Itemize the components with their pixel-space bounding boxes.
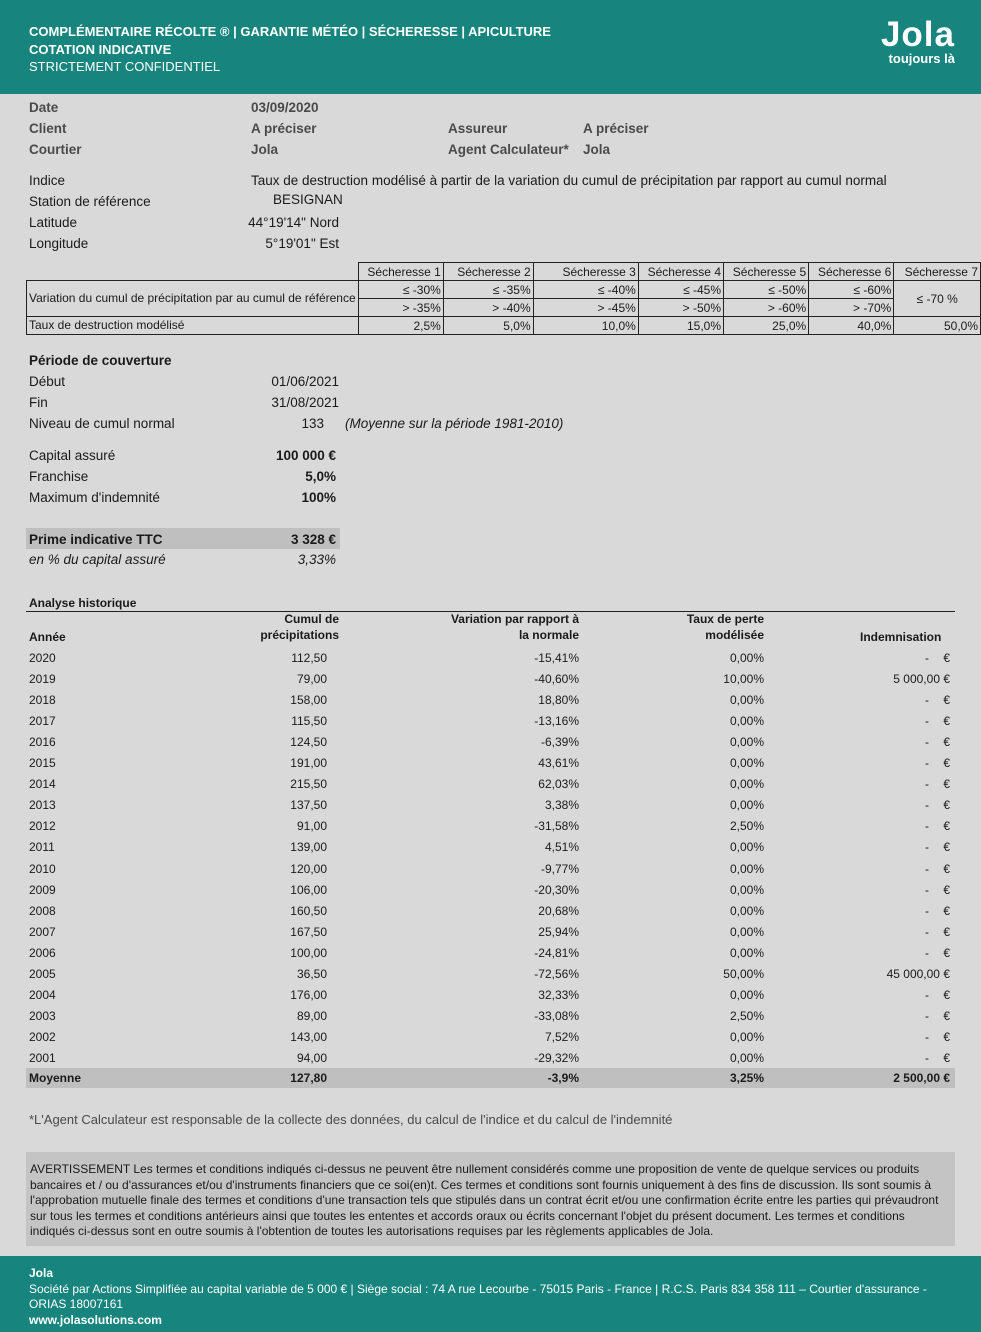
row-annee: 2002 (29, 1029, 56, 1044)
col-indemnisation: Indemnisation (860, 630, 942, 644)
latitude-label: Latitude (29, 215, 78, 230)
document-header (0, 0, 981, 94)
table-row (26, 879, 955, 900)
taux-value: 15,0% (638, 317, 723, 335)
sech-header: Sécheresse 1 (358, 263, 443, 281)
row-currency: € (943, 840, 950, 855)
variation-last: ≤ -70 % (894, 281, 981, 317)
row-annee: 2007 (29, 924, 56, 939)
row-indemnisation: - (925, 861, 929, 876)
moyenne-taux: 3,25% (729, 1071, 764, 1085)
row-currency: € (943, 861, 950, 876)
row-annee: 2001 (29, 1050, 56, 1065)
row-variation: -24,81% (534, 945, 579, 960)
row-variation: 25,94% (538, 924, 579, 939)
header-subtitle: COTATION INDICATIVE (29, 42, 172, 57)
row-cumul: 112,50 (291, 651, 327, 665)
row-cumul: 91,00 (296, 819, 327, 834)
longitude-label: Longitude (29, 236, 89, 251)
row-taux: 10,00% (723, 672, 764, 687)
row-variation: 43,61% (538, 756, 579, 771)
table-row (26, 752, 955, 773)
row-annee: 2006 (29, 945, 56, 960)
table-row (26, 963, 955, 984)
row-indemnisation: - (925, 819, 929, 834)
niveau-note: (Moyenne sur la période 1981-2010) (345, 416, 564, 431)
variation-lower: > -40% (443, 299, 533, 317)
client-value: A préciser (251, 121, 317, 136)
assureur-value: A préciser (583, 121, 649, 136)
col-variation-2: la normale (518, 628, 579, 642)
sech-header: Sécheresse 2 (443, 263, 533, 281)
station-label: Station de référence (29, 194, 151, 209)
variation-upper: ≤ -45% (638, 281, 723, 299)
table-row (26, 1005, 955, 1026)
max-indemnite-label: Maximum d'indemnité (29, 490, 160, 505)
table-row (26, 858, 955, 879)
col-cumul-1: Cumul de (284, 612, 339, 626)
row-variation: -6,39% (540, 735, 579, 750)
row-taux: 2,50% (729, 1008, 764, 1023)
table-row (26, 1047, 955, 1068)
table-row (26, 794, 955, 815)
row-indemnisation: - (925, 1029, 929, 1044)
agent-note: *L'Agent Calculateur est responsable de la collecte des données, du calcul de l'indice et du calcul de l'indemnité (29, 1112, 673, 1127)
row-indemnisation: - (925, 945, 929, 960)
row-annee: 2010 (29, 861, 56, 876)
sech-header: Sécheresse 7 (894, 263, 981, 281)
row-taux: 0,00% (729, 756, 764, 771)
row-annee: 2011 (29, 840, 55, 855)
row-cumul: 215,50 (290, 777, 327, 792)
warning-box (26, 1152, 955, 1246)
fin-value: 31/08/2021 (271, 395, 339, 410)
table-row (26, 731, 955, 752)
row-cumul: 120,00 (290, 861, 327, 876)
variation-lower: > -35% (358, 299, 443, 317)
logo-text: Jola (880, 15, 955, 54)
row-taux: 50,00% (723, 966, 764, 981)
variation-upper: ≤ -30% (358, 281, 443, 299)
row-cumul: 176,00 (290, 987, 327, 1002)
sech-header: Sécheresse 4 (638, 263, 723, 281)
row-cumul: 167,50 (290, 924, 327, 939)
row-annee: 2015 (29, 756, 56, 771)
row-currency: € (943, 903, 950, 918)
row-indemnisation: - (925, 651, 929, 665)
jola-logo (881, 17, 955, 66)
taux-row (27, 317, 981, 335)
row-currency: € (943, 882, 950, 897)
row-taux: 0,00% (729, 903, 764, 918)
table-row (26, 689, 955, 710)
row-variation: 7,52% (544, 1029, 579, 1044)
franchise-value: 5,0% (305, 469, 336, 484)
table-row (26, 773, 955, 794)
capital-value: 100 000 € (275, 448, 336, 463)
row-currency: € (943, 756, 950, 771)
empty-cell (27, 263, 359, 281)
variation-upper: ≤ -35% (443, 281, 533, 299)
variation-lower: > -50% (638, 299, 723, 317)
col-taux-1: Taux de perte (686, 612, 764, 626)
pct-capital-value: 3,33% (297, 552, 336, 567)
row-cumul: 137,50 (290, 798, 327, 813)
row-currency: € (943, 777, 950, 792)
row-cumul: 158,00 (290, 693, 327, 708)
variation-upper: ≤ -40% (533, 281, 638, 299)
row-cumul: 191,00 (290, 756, 327, 771)
row-variation: -40,60% (534, 672, 579, 687)
row-variation: 62,03% (538, 777, 579, 792)
niveau-value: 133 (301, 416, 324, 431)
row-indemnisation: - (925, 987, 929, 1002)
moyenne-label: Moyenne (29, 1071, 82, 1085)
moyenne-indemnisation: 2 500,00 € (893, 1071, 950, 1085)
row-variation: -15,41% (534, 651, 579, 665)
historique-title: Analyse historique (29, 596, 137, 610)
row-indemnisation: - (925, 777, 929, 792)
indice-value: Taux de destruction modélisé à partir de la variation du cumul de précipitation par rapport au cumul normal (251, 173, 887, 188)
row-indemnisation: - (925, 714, 929, 729)
table-row (26, 984, 955, 1005)
taux-value: 25,0% (724, 317, 809, 335)
row-variation: 18,80% (538, 693, 579, 708)
variation-lower: > -60% (724, 299, 809, 317)
row-taux: 0,00% (729, 987, 764, 1002)
row-variation: 20,68% (538, 903, 579, 918)
variation-upper: ≤ -60% (809, 281, 894, 299)
row-variation: -72,56% (534, 966, 579, 981)
row-cumul: 106,00 (290, 882, 327, 897)
row-currency: € (943, 987, 950, 1002)
assureur-label: Assureur (448, 121, 508, 136)
row-variation: -31,58% (534, 819, 579, 834)
row-variation: 4,51% (544, 840, 579, 855)
capital-label: Capital assuré (29, 448, 116, 463)
row-annee: 2016 (29, 735, 56, 750)
pct-capital-label: en % du capital assuré (29, 552, 166, 567)
row-annee: 2017 (29, 714, 56, 729)
row-currency: € (943, 693, 950, 708)
fin-label: Fin (29, 395, 48, 410)
footer-website[interactable]: www.jolasolutions.com (29, 1312, 162, 1327)
debut-value: 01/06/2021 (271, 374, 339, 389)
station-value: BESIGNAN (273, 192, 343, 207)
warning-text: AVERTISSEMENT Les termes et conditions indiqués ci-dessus ne peuvent être nullement considérés comme une proposition de vente de quelque services ou produits bancaires et / ou d'assurances et/ou d'instruments financiers que ce soi(en)t. Ces termes et conditions sont fournis uniquement à des fins de discussion. Ils sont soumis à l'approbation mutuelle finale des termes et conditions d'une transaction tels que stipulés dans un contrat écrit et/ou une confirmation écrite entre les parties qui prévaudront sur tous les termes et conditions antérieurs ainsi que toutes les ententes et accords oraux ou écrits concernant l'objet du présent document. Les termes et conditions indiqués ci-dessus sont en outre soumis à l'obtention de toutes les autorisations requises par les règlements applicables de Jola. (30, 1162, 939, 1238)
row-variation: 32,33% (538, 987, 579, 1002)
row-variation: -13,16% (534, 714, 579, 729)
table-row (26, 668, 955, 689)
table-row (26, 900, 955, 921)
row-indemnisation: - (925, 903, 929, 918)
indice-label: Indice (29, 173, 66, 188)
row-taux: 0,00% (729, 1029, 764, 1044)
row-taux: 0,00% (729, 735, 764, 750)
taux-label: Taux de destruction modélisé (27, 317, 359, 335)
row-indemnisation: - (925, 924, 929, 939)
row-indemnisation: 5 000,00 € (893, 672, 950, 687)
row-cumul: 115,50 (291, 714, 327, 729)
row-currency: € (943, 714, 950, 729)
row-annee: 2014 (29, 777, 56, 792)
row-taux: 2,50% (729, 819, 764, 834)
table-row (26, 1026, 955, 1047)
row-taux: 0,00% (729, 924, 764, 939)
debut-label: Début (29, 374, 66, 389)
row-cumul: 94,00 (296, 1050, 327, 1065)
row-indemnisation: - (925, 693, 929, 708)
row-taux: 0,00% (729, 882, 764, 897)
client-label: Client (29, 121, 67, 136)
row-cumul: 79,00 (296, 672, 327, 687)
variation-lower: > -70% (809, 299, 894, 317)
row-indemnisation: - (925, 882, 929, 897)
col-variation-1: Variation par rapport à (450, 612, 579, 626)
row-currency: € (943, 924, 950, 939)
row-indemnisation: - (925, 1008, 929, 1023)
taux-value: 5,0% (443, 317, 533, 335)
header-title: COMPLÉMENTAIRE RÉCOLTE ® | GARANTIE MÉTÉO | SÉCHERESSE | APICULTURE (29, 24, 551, 39)
col-taux-2: modélisée (705, 628, 764, 642)
row-taux: 0,00% (729, 714, 764, 729)
taux-value: 50,0% (894, 317, 981, 335)
row-currency: € (943, 798, 950, 813)
courtier-label: Courtier (29, 142, 82, 157)
sech-header: Sécheresse 5 (724, 263, 809, 281)
col-annee: Année (29, 630, 66, 644)
row-indemnisation: - (925, 756, 929, 771)
moyenne-variation: -3,9% (547, 1071, 579, 1085)
niveau-label: Niveau de cumul normal (29, 416, 175, 431)
row-variation: -33,08% (534, 1008, 579, 1023)
row-cumul: 124,50 (290, 735, 327, 750)
row-currency: € (943, 1008, 950, 1023)
row-currency: € (943, 819, 950, 834)
row-variation: -20,30% (534, 882, 579, 897)
row-indemnisation: 45 000,00 € (886, 966, 950, 981)
row-currency: € (943, 945, 950, 960)
taux-value: 40,0% (809, 317, 894, 335)
row-annee: 2003 (29, 1008, 56, 1023)
row-annee: 2008 (29, 903, 56, 918)
table-row (26, 647, 955, 668)
row-taux: 0,00% (729, 840, 764, 855)
row-variation: 3,38% (544, 798, 579, 813)
moyenne-row (26, 1068, 955, 1088)
row-annee: 2004 (29, 987, 56, 1002)
agent-value: Jola (583, 142, 611, 157)
row-cumul: 139,00 (290, 840, 327, 855)
table-row (26, 815, 955, 836)
row-cumul: 143,00 (290, 1029, 327, 1044)
logo-tagline: toujours là (888, 51, 955, 66)
row-indemnisation: - (925, 798, 929, 813)
row-indemnisation: - (925, 1050, 929, 1065)
row-taux: 0,00% (729, 1050, 764, 1065)
variation-row-upper (27, 281, 981, 299)
row-annee: 2012 (29, 819, 56, 834)
variation-lower: > -45% (533, 299, 638, 317)
date-label: Date (29, 100, 59, 115)
longitude-value: 5°19'01" Est (265, 236, 339, 251)
row-currency: € (943, 1029, 950, 1044)
taux-value: 10,0% (533, 317, 638, 335)
footer-legal: Société par Actions Simplifiée au capital variable de 5 000 € | Siège social : 74 A rue Lecourbe - 75015 Paris - France | R.C.S. Paris 834 358 111 – Courtier d'assurance - ORIAS 18007161 (29, 1281, 927, 1311)
row-annee: 2013 (29, 798, 56, 813)
prime-label: Prime indicative TTC (29, 532, 163, 547)
table-row (26, 942, 955, 963)
prime-value: 3 328 € (290, 532, 336, 547)
courtier-value: Jola (251, 142, 279, 157)
table-row (26, 710, 955, 731)
periode-title: Période de couverture (29, 353, 172, 368)
variation-upper: ≤ -50% (724, 281, 809, 299)
row-annee: 2018 (29, 693, 56, 708)
latitude-value: 44°19'14" Nord (248, 215, 339, 230)
date-value: 03/09/2020 (251, 100, 319, 115)
sech-header: Sécheresse 6 (809, 263, 894, 281)
taux-value: 2,5% (358, 317, 443, 335)
row-annee: 2019 (29, 672, 56, 687)
table-row (26, 836, 955, 857)
row-annee: 2009 (29, 882, 56, 897)
col-cumul-2: précipitations (260, 628, 339, 642)
row-cumul: 89,00 (296, 1008, 327, 1023)
row-cumul: 100,00 (290, 945, 327, 960)
row-currency: € (943, 735, 950, 750)
document-footer (0, 1256, 981, 1332)
header-confidential: STRICTEMENT CONFIDENTIEL (29, 59, 221, 74)
row-taux: 0,00% (729, 777, 764, 792)
row-variation: -29,32% (534, 1050, 579, 1065)
max-indemnite-value: 100% (301, 490, 336, 505)
row-taux: 0,00% (729, 861, 764, 876)
footer-company: Jola (29, 1266, 54, 1280)
table-row (26, 921, 955, 942)
row-taux: 0,00% (729, 693, 764, 708)
row-currency: € (943, 1050, 950, 1065)
row-indemnisation: - (925, 735, 929, 750)
moyenne-cumul: 127,80 (290, 1071, 327, 1085)
row-annee: 2020 (29, 651, 56, 665)
sech-header: Sécheresse 3 (533, 263, 638, 281)
agent-label: Agent Calculateur* (448, 142, 569, 157)
variation-label: Variation du cumul de précipitation par au cumul de référence (27, 281, 359, 317)
franchise-label: Franchise (29, 469, 89, 484)
secheresse-table (26, 262, 981, 335)
row-taux: 0,00% (729, 651, 764, 665)
row-cumul: 36,50 (296, 966, 327, 981)
row-cumul: 160,50 (290, 903, 327, 918)
row-indemnisation: - (925, 840, 929, 855)
row-variation: -9,77% (540, 861, 579, 876)
row-currency: € (943, 651, 950, 665)
row-taux: 0,00% (729, 945, 764, 960)
secheresse-header-row (27, 263, 981, 281)
row-taux: 0,00% (729, 798, 764, 813)
row-annee: 2005 (29, 966, 56, 981)
